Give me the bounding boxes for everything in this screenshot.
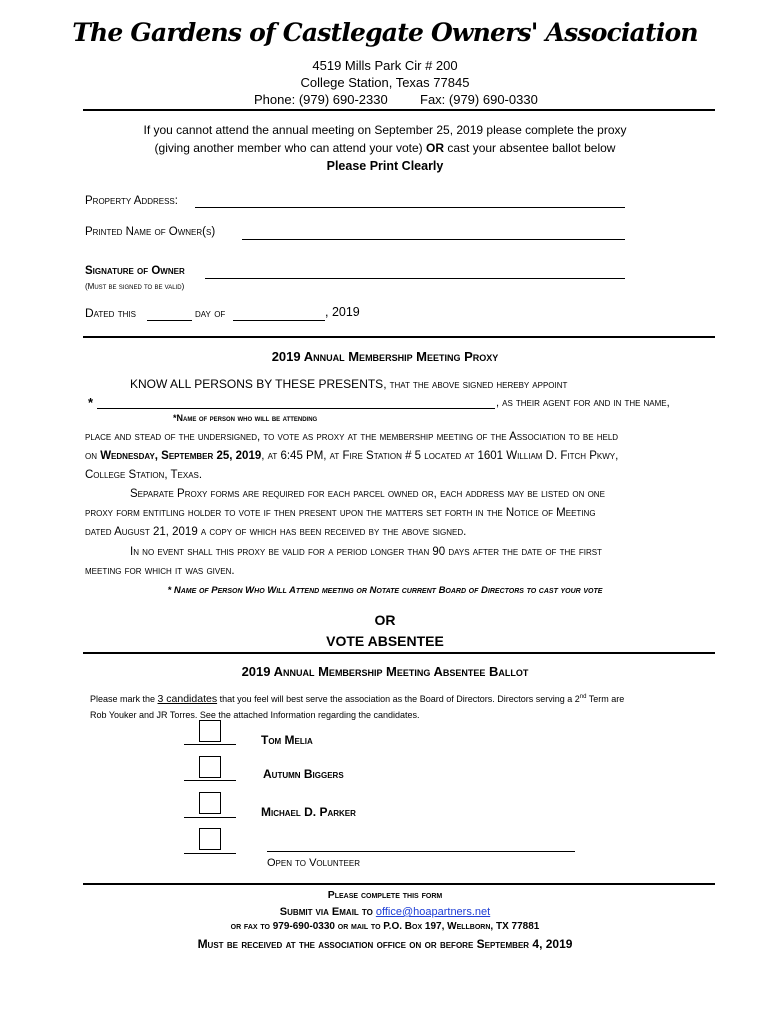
- candidate-checkbox-1[interactable]: [199, 720, 221, 742]
- agent-text: , as their agent for and in the name,: [496, 397, 670, 409]
- association-title: The Gardens of Castlegate Owners' Association: [72, 18, 698, 47]
- volunteer-line: [184, 853, 236, 854]
- section-divider-1: [83, 336, 715, 338]
- year-label: , 2019: [325, 305, 360, 319]
- know-all-line: KNOW ALL PERSONS BY THESE PRESENTS, that the above signed hereby appoint: [130, 377, 568, 391]
- candidate-name-1: Tom Melia: [261, 733, 313, 747]
- ballot-heading: 2019 Annual Membership Meeting Absentee Ballot: [241, 664, 529, 679]
- section-divider-2: [83, 652, 715, 654]
- property-address-label: Property Address:: [85, 195, 178, 207]
- proxy-paragraph-1: place and stead of the undersigned, to vote as proxy at the membership meeting of the Association to be held on Wednesday, September 25, 2019, at 6:45 PM, at Fire Station # 5 located at 1601 William D. Fitch Pkwy, College Station, Texas.: [85, 431, 619, 481]
- proxy-note: * Name of Person Who Will Attend meeting or Notate current Board of Directors to cast your vote: [167, 585, 603, 596]
- email-link[interactable]: office@hoapartners.net: [375, 906, 491, 918]
- or-label: OR: [374, 612, 396, 628]
- intro-line-2: (giving another member who can attend your vote) OR cast your absentee ballot below: [154, 141, 616, 155]
- agent-asterisk: *: [88, 395, 94, 410]
- phone-number: Phone: (979) 690-2330: [254, 92, 388, 107]
- address-line-1: 4519 Mills Park Cir # 200: [312, 58, 458, 73]
- candidate-checkbox-3[interactable]: [199, 792, 221, 814]
- printed-name-line[interactable]: [242, 239, 625, 240]
- fax-number: Fax: (979) 690-0330: [420, 92, 538, 107]
- dated-this-label: Dated this: [85, 306, 136, 320]
- signature-note: (Must be signed to be valid): [85, 282, 185, 291]
- volunteer-checkbox[interactable]: [199, 828, 221, 850]
- print-clearly-note: Please Print Clearly: [326, 159, 444, 173]
- candidate-line-3: [184, 817, 236, 818]
- open-to-volunteer-label: Open to Volunteer: [267, 857, 360, 869]
- candidate-checkbox-2[interactable]: [199, 756, 221, 778]
- printed-name-label: Printed Name of Owner(s): [85, 226, 216, 238]
- day-of-label: day of: [195, 306, 226, 320]
- volunteer-name-line[interactable]: [267, 851, 575, 852]
- candidate-name-2: Autumn Biggers: [263, 767, 344, 781]
- proxy-paragraph-2: Separate Proxy forms are required for each parcel owned or, each address may be listed on one proxy form entitling holder to vote if then present upon the matters set forth in the Notice of Meeting dated August 21, 2019 a copy of which has been received by the above signed.: [85, 488, 605, 538]
- proxy-heading: 2019 Annual Membership Meeting Proxy: [271, 349, 499, 364]
- proxy-paragraph-3: In no event shall this proxy be valid for a period longer than 90 days after the date of the first meeting for which it was given.: [85, 546, 602, 577]
- footer-complete-form: Please complete this form: [327, 889, 443, 901]
- footer-deadline: Must be received at the association office on or before September 4, 2019: [197, 937, 573, 951]
- property-address-line[interactable]: [195, 207, 625, 208]
- footer-submit-email: Submit via Email to office@hoapartners.net: [279, 906, 491, 918]
- candidate-name-3: Michael D. Parker: [261, 805, 356, 819]
- agent-name-line[interactable]: [97, 408, 495, 409]
- ballot-instructions: Please mark the 3 candidates that you feel will best serve the association as the Board of Directors. Directors serving a 2nd Term are Rob Youker and JR Torres. See the attached Information regarding the candidates.: [90, 693, 625, 720]
- agent-name-label: *Name of person who will be attending: [173, 413, 318, 423]
- section-divider-3: [83, 883, 715, 885]
- vote-absentee-label: VOTE ABSENTEE: [326, 633, 444, 649]
- footer-fax-mail: or fax to 979-690-0330 or mail to P.O. Box 197, Wellborn, TX 77881: [230, 921, 540, 932]
- signature-line[interactable]: [205, 278, 625, 279]
- candidate-line-1: [184, 744, 236, 745]
- header-divider: [83, 109, 715, 111]
- address-line-2: College Station, Texas 77845: [300, 75, 470, 90]
- candidate-line-2: [184, 780, 236, 781]
- signature-label: Signature of Owner: [85, 265, 185, 277]
- month-line[interactable]: [233, 320, 325, 321]
- day-line[interactable]: [147, 320, 192, 321]
- intro-line-1: If you cannot attend the annual meeting on September 25, 2019 please complete the proxy: [143, 123, 627, 137]
